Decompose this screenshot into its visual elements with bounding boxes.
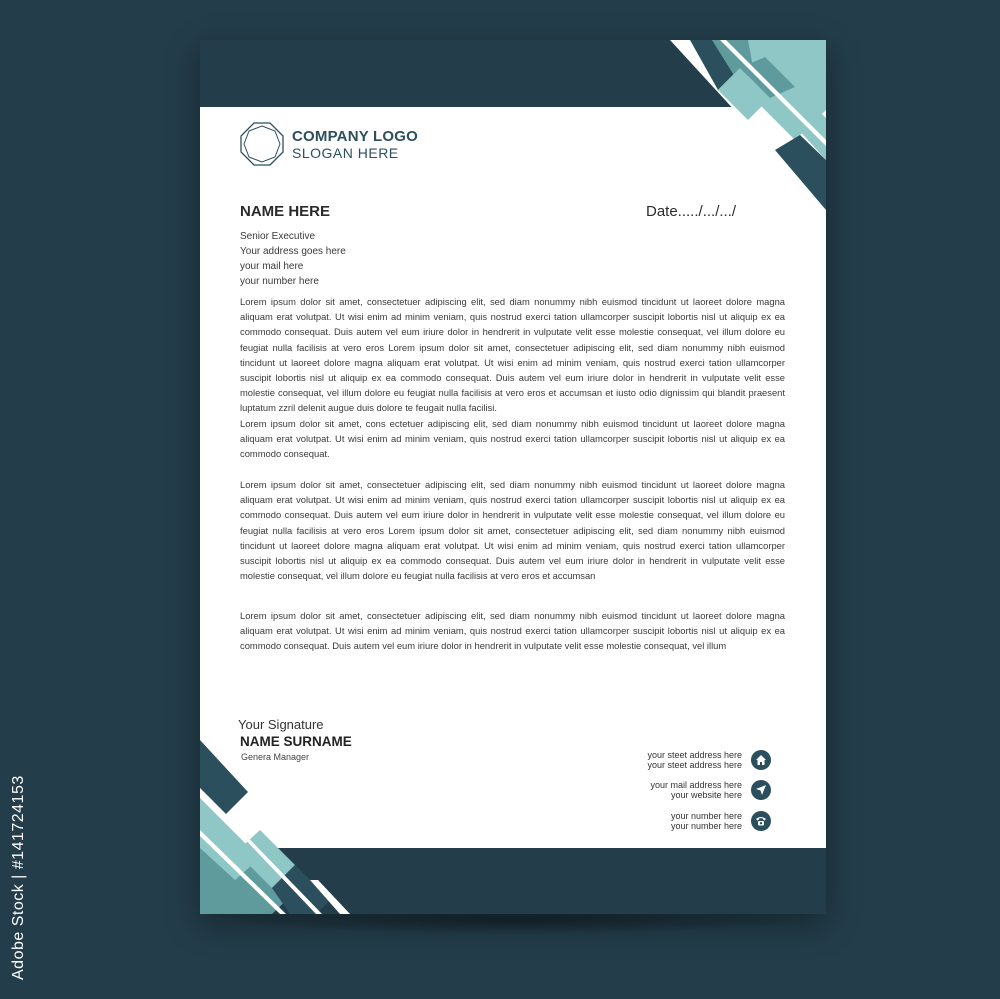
signature-label: Your Signature [238,717,324,732]
sender-address: Your address goes here [240,246,346,257]
footer-website: your website here [670,790,742,800]
footer-number-2: your number here [670,821,742,831]
letterhead-page [200,40,826,914]
sender-number: your number here [240,276,319,287]
signature-title: Genera Manager [241,752,310,762]
recipient-name: NAME HERE [240,203,331,220]
paragraph-text: Lorem ipsum dolor sit amet, consectetuer adipiscing elit, sed diam nonummy nibh euismod tincidunt ut laoreet dolore magna aliquam erat volutpat. Ut wisi enim ad minim veniam, quis nostrud exerci tation ullamcorper suscipit lobortis nisl ut aliquip ex ea commodo consequat. Duis autem vel eum iriure dolor in hendrerit in vulputate velit esse molestie consequat, vel illum dolore eu feugiat nulla facilisis at vero eros Lorem ipsum dolor sit amet, consectetuer adipiscing elit, sed diam nonummy nibh euismod tincidunt ut laoreet dolore magna aliquam erat volutpat. Ut wisi enim ad minim veniam, quis nostrud exerci tation ullamcorper suscipit lobortis nisl ut aliquip ex ea commodo consequat. Duis autem vel eum iriure dolor in hendrerit in vulputate velit esse molestie consequat, vel illum dolore eu feugiat nulla facilisis at vero eros et accumsan [240,479,785,582]
body-paragraph-1 [240,294,785,461]
footer-mail: your mail address here [650,780,742,790]
footer-contact [650,780,771,800]
company-logo [238,120,418,168]
sender-position: Senior Executive [240,231,316,242]
stock-id-caption: Adobe Stock | #141724153 [10,775,27,980]
octagon-logo-icon [238,120,286,168]
company-name: COMPANY LOGO [292,127,419,145]
footer-phone [671,811,771,831]
paragraph-text: Lorem ipsum dolor sit amet, consectetuer adipiscing elit, sed diam nonummy nibh euismod tincidunt ut laoreet dolore magna aliquam erat volutpat. Ut wisi enim ad minim veniam, quis nostrud exerci tation ullamcorper suscipit lobortis nisl ut aliquip ex ea commodo consequat. Duis autem vel eum iriure dolor in hendrerit in vulputate velit esse molestie consequat, vel illum dolore eu feugiat nulla facilisis at vero eros Lorem ipsum dolor sit amet, consectetuer adipiscing elit, sed diam nonummy nibh euismod tincidunt ut laoreet dolore magna aliquam erat volutpat. Ut wisi enim ad minim veniam, quis nostrud exerci tation ullamcorper suscipit lobortis nisl ut aliquip ex ea commodo consequat. Duis autem vel eum iriure dolor in hendrerit in vulputate velit esse molestie consequat, vel illum dolore eu feugiat nulla facilisis at vero eros et accumsan et iusto odio dignissim qui blandit praesent luptatum zzril delenit augue duis dolore te feugait nulla facilisi. [240,296,785,414]
footer-address-line-1: your steet address here [647,750,742,760]
footer-address [647,750,771,770]
sender-details [240,229,346,289]
date-field: Date...../.../.../ [646,203,737,220]
company-slogan: SLOGAN HERE [292,144,399,161]
footer-number-1: your number here [670,811,742,821]
body-paragraph-3 [240,608,785,654]
home-icon [751,750,771,770]
phone-icon [751,811,771,831]
body-paragraph-2 [240,477,785,583]
send-icon [751,780,771,800]
top-right-stripes [670,40,826,210]
signature-name: NAME SURNAME [240,734,352,749]
footer-address-line-2: your steet address here [647,760,742,770]
sender-mail: your mail here [240,261,304,272]
paragraph-text: Lorem ipsum dolor sit amet, consectetuer adipiscing elit, sed diam nonummy nibh euismod tincidunt ut laoreet dolore magna aliquam erat volutpat. Ut wisi enim ad minim veniam, quis nostrud exerci tation ullamcorper suscipit lobortis nisl ut aliquip ex ea commodo consequat. Duis autem vel eum iriure dolor in hendrerit in vulputate velit esse molestie consequat, vel illum [240,610,785,652]
paragraph-text: Lorem ipsum dolor sit amet, cons ectetuer adipiscing elit, sed diam nonummy nibh euismod tincidunt ut laoreet dolore magna aliquam erat volutpat. Ut wisi enim ad minim veniam, quis nostrud exerci tation ullamcorper suscipit lobortis nisl ut aliquip ex ea commodo consequat. [240,417,785,460]
